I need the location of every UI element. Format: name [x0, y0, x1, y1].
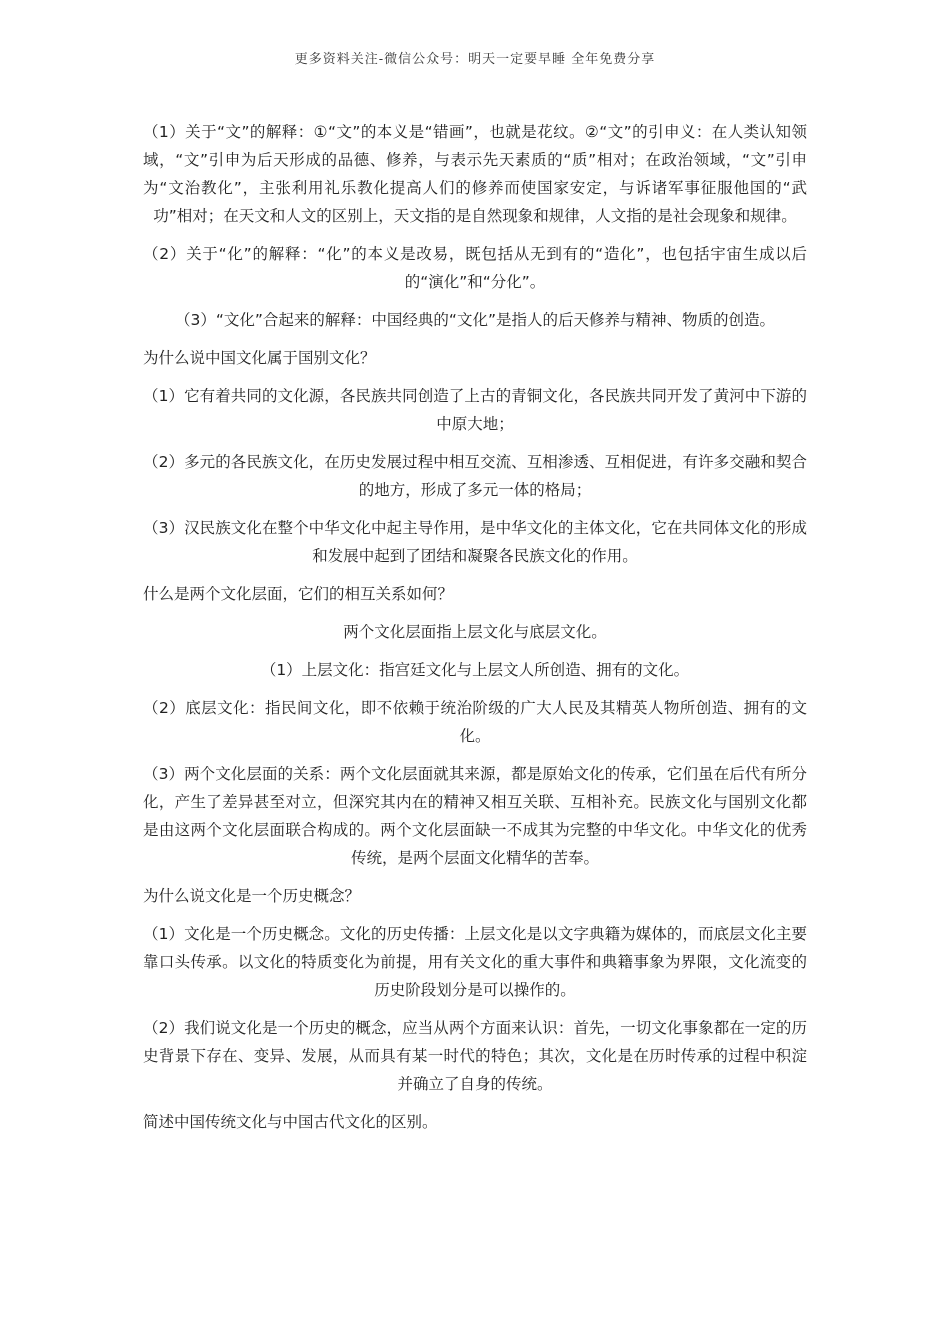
document-body	[143, 118, 807, 1146]
wenhua-meaning-paragraph-1: （1）关于“文”的解释：①“文”的本义是“错画”，也就是花纹。②“文”的引申义：在人类认知领域，“文”引申为后天形成的品德、修养，与表示先天素质的“质”相对；在政治领域，“文”引申为“文治教化”，主张利用礼乐教化提高人们的修养而使国家安定，与诉诸军事征服他国的“武功”相对；在天文和人文的区别上，天文指的是自然现象和规律，人文指的是社会现象和规律。	[143, 123, 807, 225]
wenhua-meaning-paragraph-3: （3）“文化”合起来的解释：中国经典的“文化”是指人的后天修养与精神、物质的创造。	[175, 311, 775, 329]
guobie-paragraph-3: （3）汉民族文化在整个中华文化中起主导作用，是中华文化的主体文化，它在共同体文化的形成和发展中起到了团结和凝聚各民族文化的作用。	[143, 519, 807, 565]
cengmian-paragraph-3: （3）两个文化层面的关系：两个文化层面就其来源，都是原始文化的传承，它们虽在后代有所分化，产生了差异甚至对立，但深究其内在的精神又相互关联、互相补充。民族文化与国别文化都是由这两个文化层面联合构成的。两个文化层面缺一不成其为完整的中华文化。中华文化的优秀传统，是两个层面文化精华的苦奉。	[143, 765, 807, 867]
page-header: 更多资料关注-微信公众号：明天一定要早睡 全年免费分享	[294, 52, 656, 67]
guobie-paragraph-1: （1）它有着共同的文化源，各民族共同创造了上古的青铜文化，各民族共同开发了黄河中下游的中原大地；	[143, 387, 807, 433]
qubie-question: 简述中国传统文化与中国古代文化的区别。	[143, 1113, 438, 1131]
lishi-paragraph-1: （1）文化是一个历史概念。文化的历史传播：上层文化是以文字典籍为媒体的，而底层文化主要靠口头传承。以文化的特质变化为前提，用有关文化的重大事件和典籍事象为界限，文化流变的历史阶段划分是可以操作的。	[143, 925, 807, 999]
guobie-question: 为什么说中国文化属于国别文化？	[143, 349, 376, 367]
wenhua-meaning-paragraph-2: （2）关于“化”的解释：“化”的本义是改易，既包括从无到有的“造化”，也包括宇宙生成以后的“演化”和“分化”。	[143, 245, 807, 291]
cengmian-intro: 两个文化层面指上层文化与底层文化。	[343, 623, 607, 641]
lishi-question: 为什么说文化是一个历史概念？	[143, 887, 361, 905]
cengmian-question: 什么是两个文化层面，它们的相互关系如何？	[143, 585, 454, 603]
guobie-paragraph-2: （2）多元的各民族文化，在历史发展过程中相互交流、互相渗透、互相促进，有许多交融和契合的地方，形成了多元一体的格局；	[143, 453, 807, 499]
cengmian-paragraph-1: （1）上层文化：指宫廷文化与上层文人所创造、拥有的文化。	[260, 661, 690, 679]
cengmian-paragraph-2: （2）底层文化：指民间文化，即不依赖于统治阶级的广大人民及其精英人物所创造、拥有的文化。	[143, 699, 807, 745]
lishi-paragraph-2: （2）我们说文化是一个历史的概念，应当从两个方面来认识：首先，一切文化事象都在一定的历史背景下存在、变异、发展，从而具有某一时代的特色；其次，文化是在历时传承的过程中积淀并确立了自身的传统。	[143, 1019, 807, 1093]
